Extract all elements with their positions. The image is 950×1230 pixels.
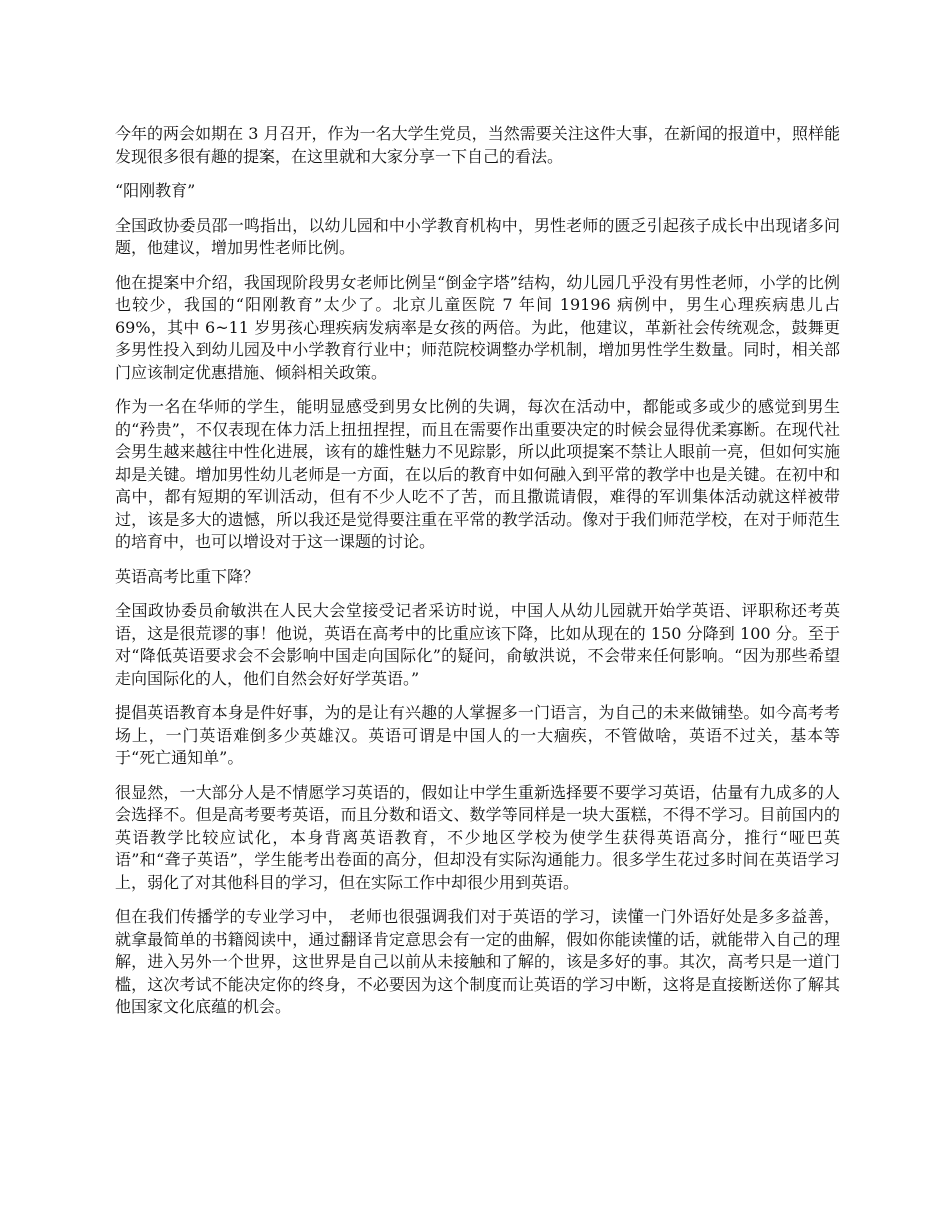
section-heading-yanggang: “阳刚教育” (115, 181, 196, 200)
document-body (115, 123, 840, 1031)
paragraph: 但在我们传播学的专业学习中， 老师也很强调我们对于英语的学习，读懂一门外语好处是多多益善，就拿最简单的书籍阅读中，通过翻译肯定意思会有一定的曲解，假如你能读懂的话，就能带入自己的理解，进入另外一个世界，这世界是自己以前从未接触和了解的，该是多好的事。其次，高考只是一道门槛，这次考试不能决定你的终身，不必要因为这个制度而让英语的学习中断，这将是直接断送你了解其他国家文化底蕴的机会。 (115, 907, 840, 1016)
paragraph: 很显然，一大部分人是不情愿学习英语的，假如让中学生重新选择要不要学习英语，估量有九成多的人会选择不。但是高考要考英语，而且分数和语文、数学等同样是一块大蛋糕，不得不学习。目前国内的英语教学比较应试化，本身背离英语教育，不少地区学校为使学生获得英语高分，推行“哑巴英语”和“聋子英语”，学生能考出卷面的高分，但却没有实际沟通能力。很多学生花过多时间在英语学习上，弱化了对其他科目的学习，但在实际工作中却很少用到英语。 (115, 782, 840, 892)
paragraph: 作为一名在华师的学生，能明显感受到男女比例的失调，每次在活动中，都能或多或少的感觉到男生的“矜贵”，不仅表现在体力活上扭扭捏捏，而且在需要作出重要决定的时候会显得优柔寡断。在现代社会男生越来越往中性化进展，该有的雄性魅力不见踪影，所以此项提案不禁让人眼前一亮，但如何实施却是关键。增加男性幼儿老师是一方面，在以后的教育中如何融入到平常的教学中也是关键。在初中和高中，都有短期的军训活动，但有不少人吃不了苦，而且撒谎请假，难得的军训集体活动就这样被带过，该是多大的遗憾，所以我还是觉得要注重在平常的教学活动。像对于我们师范学校，在对于师范生的培育中，也可以增设对于这一课题的讨论。 (115, 397, 840, 551)
section-heading-english: 英语高考比重下降？ (115, 566, 260, 586)
paragraph-intro: 今年的两会如期在 3 月召开，作为一名大学生党员，当然需要关注这件大事，在新闻的报道中，照样能发现很多很有趣的提案，在这里就和大家分享一下自己的看法。 (115, 124, 840, 166)
paragraph: 他在提案中介绍，我国现阶段男女老师比例呈“倒金字塔”结构，幼儿园几乎没有男性老师，小学的比例也较少，我国的“阳刚教育”太少了。北京儿童医院 7 年间 19196 病例中，男生心理疾病患儿占 69%，其中 6~11 岁男孩心理疾病发病率是女孩的两倍。为此，他建议，革新社会传统观念，鼓舞更多男性投入到幼儿园及中小学教育行业中；师范院校调整办学机制，增加男性学生数量。同时，相关部门应该制定优惠措施、倾斜相关政策。 (115, 272, 840, 382)
paragraph: 全国政协委员邵一鸣指出，以幼儿园和中小学教育机构中，男性老师的匮乏引起孩子成长中出现诸多问题，他建议，增加男性老师比例。 (115, 215, 840, 257)
paragraph: 全国政协委员俞敏洪在人民大会堂接受记者采访时说，中国人从幼儿园就开始学英语、评职称还考英语，这是很荒谬的事！他说，英语在高考中的比重应该下降，比如从现在的 150 分降到 100 分。至于对“降低英语要求会不会影响中国走向国际化”的疑问，俞敏洪说，不会带来任何影响。“因为那些希望走向国际化的人，他们自然会好好学英语。” (115, 601, 840, 688)
paragraph: 提倡英语教育本身是件好事，为的是让有兴趣的人掌握多一门语言，为自己的未来做铺垫。如今高考考场上，一门英语难倒多少英雄汉。英语可谓是中国人的一大痼疾，不管做啥，英语不过关，基本等于“死亡通知单”。 (115, 703, 840, 767)
